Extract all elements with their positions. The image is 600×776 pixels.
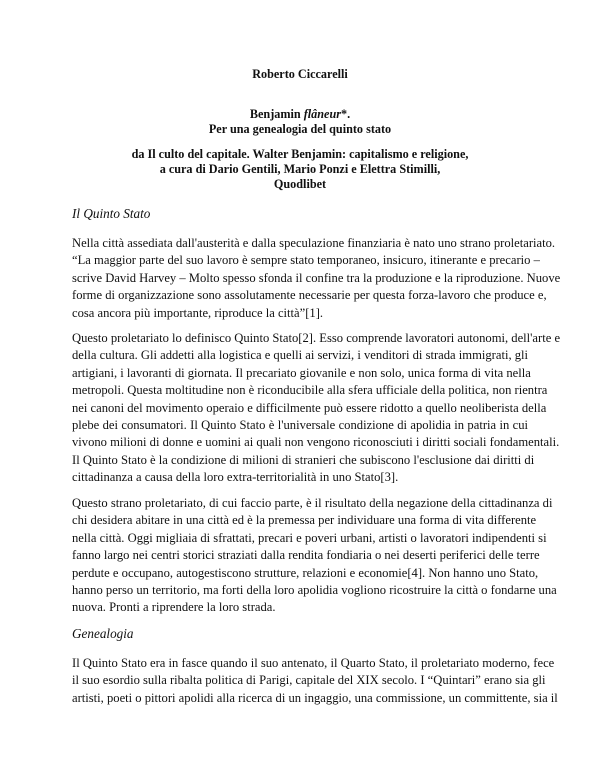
text-line: fanno largo nei centri storici straziati dalla rendita fondiaria o nei deserti periferici delle terre xyxy=(72,548,540,563)
text-line: Questo proletariato lo definisco Quinto Stato[2]. Esso comprende lavoratori autonomi, dell'arte e xyxy=(72,331,561,345)
section-heading-quinto-stato: Il Quinto Stato xyxy=(72,206,151,221)
section-heading-genealogia: Genealogia xyxy=(72,626,134,641)
source-citation xyxy=(0,147,600,192)
title-line xyxy=(0,107,600,122)
title-italic-word: flâneur xyxy=(303,107,341,121)
text-line: Questo strano proletariato, di cui faccio parte, è il risultato della negazione della cittadinanza di xyxy=(72,496,553,510)
text-line: perdute e occupano, autogestiscono strutture, relazioni e economie[4]. Non hanno uno Stato, xyxy=(72,565,539,580)
text-line: della cultura. Gli addetti alla logistica e quelli ai servizi, i venditori di strada immigrati, gli xyxy=(72,348,529,363)
text-line: Il Quinto Stato era in fasce quando il suo antenato, il Quarto Stato, il proletariato moderno, fece xyxy=(72,656,555,670)
paragraph-3 xyxy=(72,495,557,617)
text-line: plebe dei consumatori. Il Quinto Stato è l'universale condizione di apolidia in patria in cui xyxy=(72,418,528,433)
text-line: cittadinanza a causa della loro extra-territorialità in uno Stato[3]. xyxy=(72,470,399,485)
author-name-text: Roberto Ciccarelli xyxy=(252,67,348,81)
paragraph-2 xyxy=(72,330,561,487)
subtitle-line: Per una genealogia del quinto stato xyxy=(208,122,392,136)
text-line: nuova. Pronti a riprendere la loro strada. xyxy=(72,600,276,615)
text-line: chi desidera abitare in una città ed è la premessa per individuare una forma di vita differente xyxy=(72,513,537,528)
text-line: scrive David Harvey – Molto spesso sfonda il confine tra la produzione e la riproduzione. Nuove xyxy=(72,270,561,285)
source-line: a cura di Dario Gentili, Mario Ponzi e Elettra Stimilli, xyxy=(159,162,441,176)
author-name xyxy=(0,67,600,82)
title-suffix: *. xyxy=(340,107,351,121)
text-line: forme di organizzazione sono assolutamente necessarie per questa forza-lavoro che produce e, xyxy=(72,288,547,303)
text-line: “La maggior parte del suo lavoro è sempre stato temporaneo, insicuro, itinerante e precario – xyxy=(72,253,540,268)
text-line: cosa ancora più importante, riproduce la città”[1]. xyxy=(72,305,324,320)
text-line: nei canoni del movimento operaio e difficilmente può essere ridotto a quello neoliberista della xyxy=(72,400,547,415)
text-line: artisti, poeti o pittori apolidi alla ricerca di un ingaggio, una commissione, un committente, sia il xyxy=(72,690,558,705)
source-line: da Il culto del capitale. Walter Benjamin: capitalismo e religione, xyxy=(131,147,469,161)
text-line: nella città. Oggi migliaia di sfrattati, precari e poveri urbani, artisti o lavoratori indipendenti si xyxy=(72,530,547,545)
paragraph-1 xyxy=(72,235,561,322)
text-line: hanno perso un territorio, ma forti della loro apolidia vogliono ricostruire la città o fondarne una xyxy=(72,583,557,598)
text-line: il suo esordio sulla ribalta politica di Parigi, capitale del XIX secolo. I “Quintari” erano sia gli xyxy=(72,673,546,688)
text-line: metropoli. Questa moltitudine non è riconducibile alla sfera ufficiale della politica, non rientra xyxy=(72,383,548,398)
text-line: artigiani, i lavoranti di giornata. Il precariato giovanile e non solo, unica forma di vita nella xyxy=(72,365,531,380)
document-title xyxy=(0,107,600,137)
source-line: Quodlibet xyxy=(273,177,327,191)
title-prefix: Benjamin xyxy=(249,107,304,121)
text-line: Nella città assediata dall'austerità e dalla speculazione finanziaria è nato uno strano proletariato. xyxy=(72,236,556,250)
text-line: vivono milioni di donne e uomini ai quali non vengono riconosciuti i diritti sociali fondamentali. xyxy=(72,435,560,450)
text-line: Il Quinto Stato è la condizione di milioni di stranieri che subiscono l'esclusione dai diritti di xyxy=(72,452,535,467)
paragraph-4 xyxy=(72,655,558,707)
